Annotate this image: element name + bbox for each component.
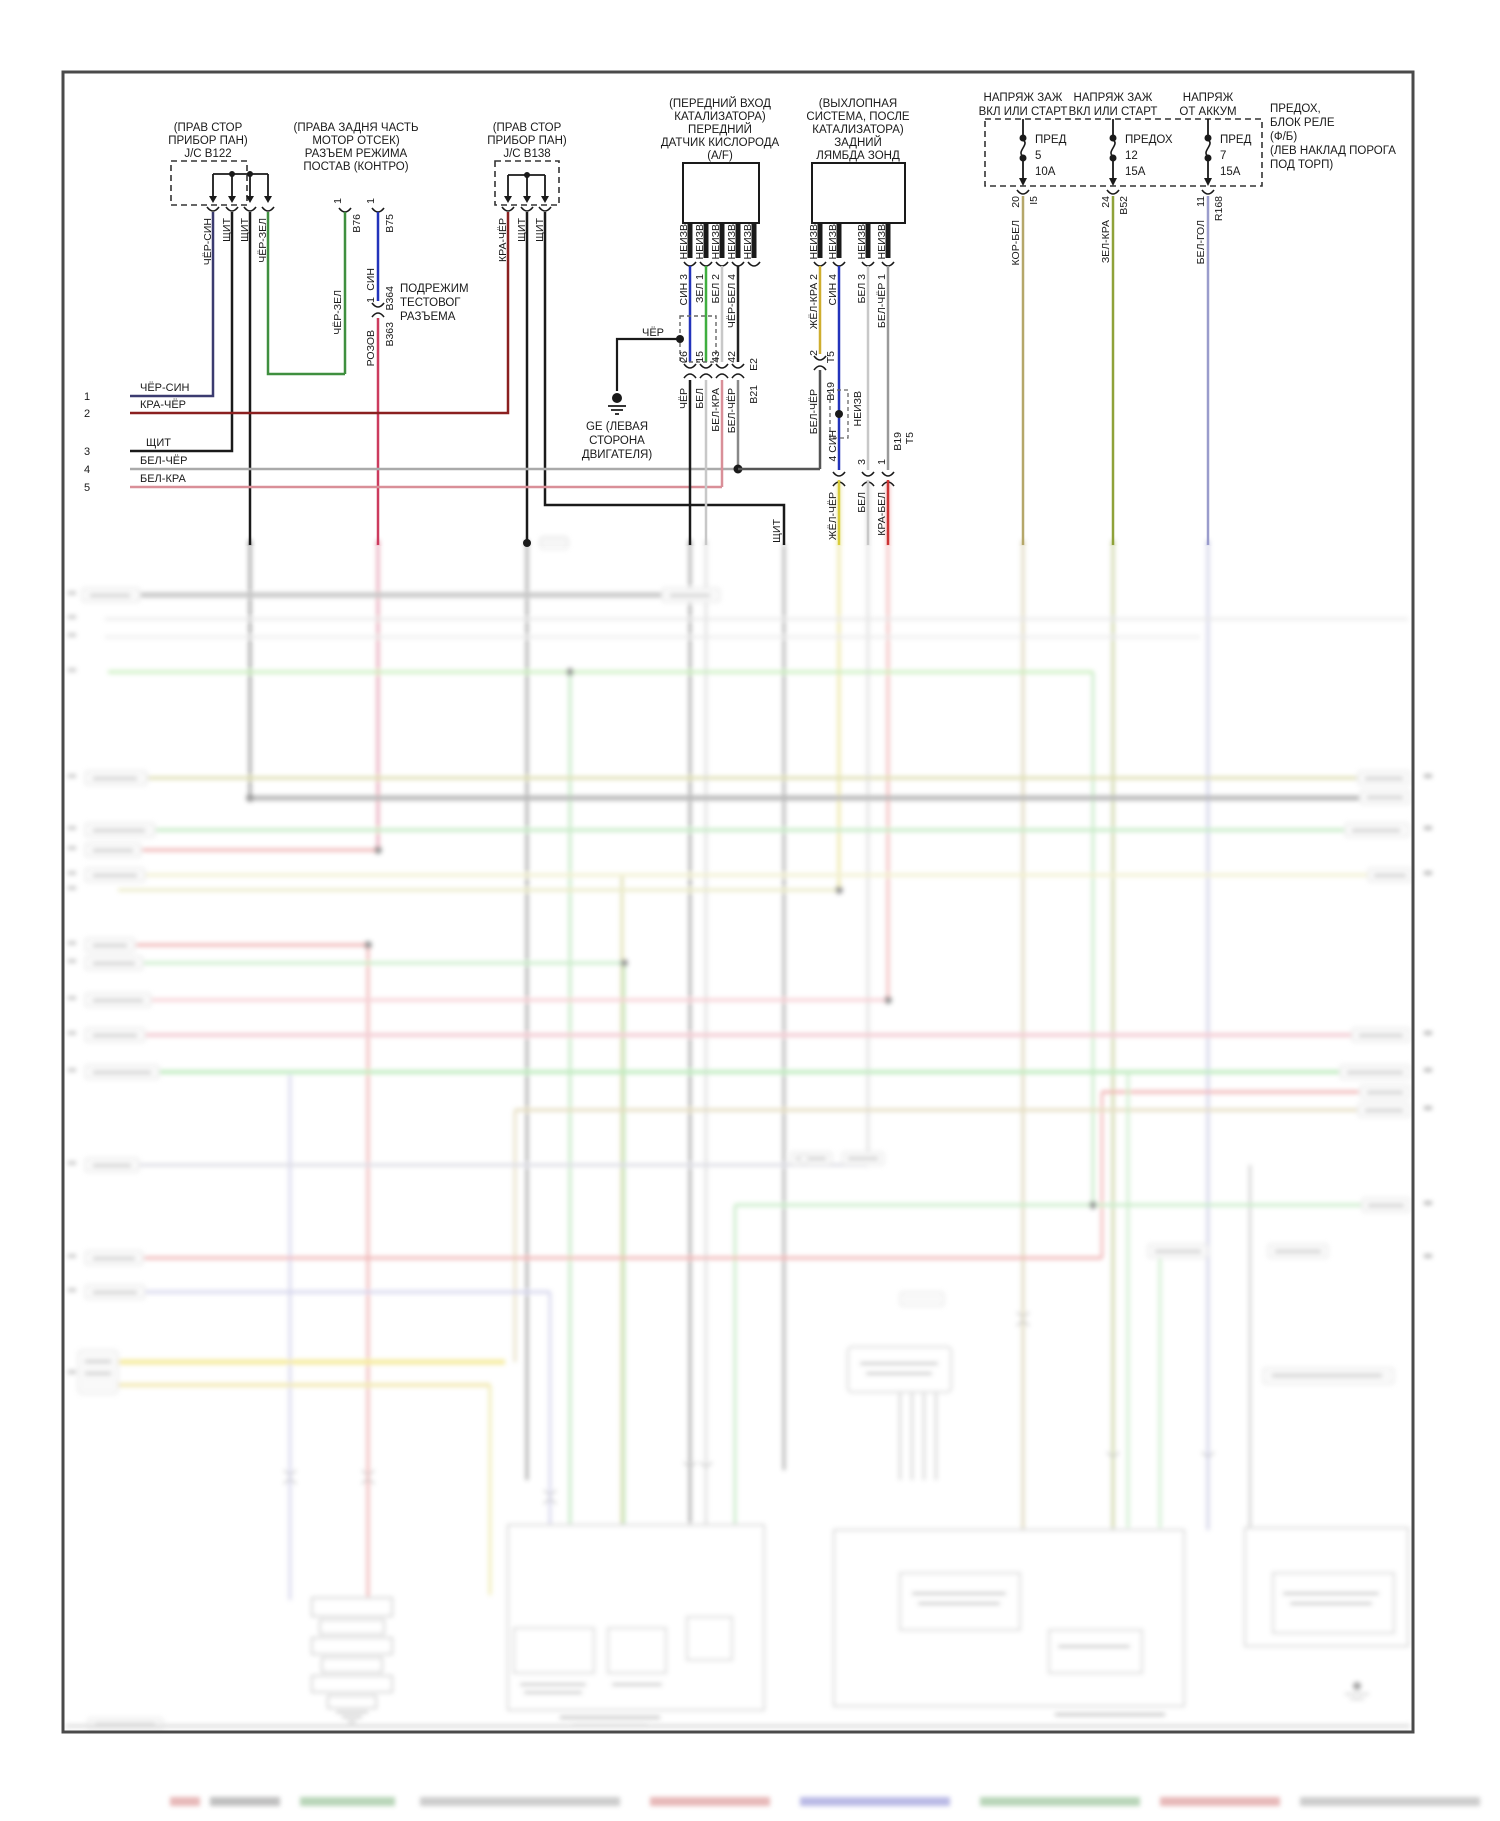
conn2-pin-sin: 4 СИН	[827, 430, 839, 462]
rear-pin-unknown: НЕИЗВ	[827, 224, 839, 260]
rear-title: СИСТЕМА, ПОСЛЕ	[806, 111, 910, 123]
ground-wire-label: ЧЁР	[641, 327, 665, 339]
af-title: (ПЕРЕДНИЙ ВХОД	[669, 98, 771, 110]
fuse2-amp-num: 12	[1125, 150, 1138, 162]
rear-below-label: ЖЁЛ-ЧЁР	[827, 492, 839, 541]
b19-id: В19	[825, 382, 837, 401]
row-2-number: 2	[83, 408, 91, 420]
fuse2-pin: 24	[1100, 196, 1112, 208]
af-below-label: БЕЛ-КРА	[710, 388, 722, 432]
b138-title: ПРИБОР ПАН)	[487, 135, 567, 147]
af-wire-label: ЧЁР-БЕЛ 4	[726, 274, 738, 329]
fuse3-conn-id: R168	[1213, 196, 1225, 222]
fuse2-wire-label: ЗЕЛ-КРА	[1100, 220, 1112, 264]
fuse1-conn-id: I5	[1028, 196, 1040, 205]
rear-title: КАТАЛИЗАТОРА)	[812, 124, 904, 136]
af-pin-unknown: НЕИЗВ	[710, 224, 722, 260]
af-wire-label: СИН 3	[678, 274, 690, 306]
rear-link-label: БЕЛ-ЧЁР	[808, 389, 820, 435]
fuse-box	[979, 92, 1397, 545]
rear-wire-label: ЖЁЛ-КРА 2	[808, 274, 820, 330]
b76-wire-label: ЧЁР-ЗЕЛ	[332, 290, 344, 335]
af-below-label: БЕЛ-ЧЁР	[726, 388, 738, 434]
fuse3-pin: 11	[1195, 196, 1207, 207]
af-wire-label: ЗЕЛ 1	[694, 274, 706, 303]
fuse-note-line: (Ф/Б)	[1270, 131, 1298, 143]
conn2-b19-id: В19	[892, 432, 904, 451]
wire-cher-sin	[130, 212, 213, 396]
ground-ge	[582, 327, 680, 461]
mode-note: РАЗЪЕМА	[400, 311, 456, 323]
b122-wire-label: ЩИТ	[221, 218, 233, 242]
mode-title: ПОСТАВ (КОНТРО)	[303, 161, 409, 173]
fuse-3	[1195, 119, 1252, 545]
mode-title: МОТОР ОТСЕК)	[312, 135, 400, 147]
b75-pin: 1	[365, 198, 377, 204]
fuse-1	[1010, 119, 1067, 545]
af-pin-unknown: НЕИЗВ	[726, 224, 738, 260]
af-conn-pin: 15	[694, 351, 706, 363]
ground-label: ДВИГАТЕЛЯ)	[581, 449, 653, 461]
af-conn-id-e2: E2	[748, 358, 760, 371]
conn2-pin: 1	[876, 459, 888, 465]
fuse-note-line: БЛОК РЕЛЕ	[1270, 117, 1335, 129]
blur-wash	[64, 546, 1412, 1730]
af-conn-pin: 42	[726, 351, 738, 363]
b364-pin: 1	[365, 297, 377, 303]
b122-wire-label: ЧЁР-СИН	[202, 218, 214, 266]
af-pin-unknown: НЕИЗВ	[678, 224, 690, 260]
b363-id: B363	[384, 322, 396, 347]
rear-pin-unknown: НЕИЗВ	[856, 224, 868, 260]
fuse1-head: ВКЛ ИЛИ СТАРТ	[978, 106, 1068, 118]
fuse1-label: ПРЕД	[1035, 134, 1067, 146]
fuse3-head: НАПРЯЖ	[1182, 92, 1234, 104]
mode-note: ТЕСТОВОГ	[400, 297, 461, 309]
rear-title: (ВЫХЛОПНАЯ	[818, 98, 898, 110]
mode-connector	[294, 122, 469, 545]
rear-title: ЛЯМБДА ЗОНД	[816, 150, 900, 162]
mode-note: ПОДРЕЖИМ	[400, 283, 469, 295]
b122-title: J/C B122	[184, 148, 232, 160]
rear-sensor-box	[812, 163, 905, 223]
ground-label: СТОРОНА	[589, 435, 645, 447]
b122-wire-label: ЧЁР-ЗЕЛ	[257, 218, 269, 263]
af-title: КАТАЛИЗАТОРА)	[674, 111, 766, 123]
fuse1-head: НАПРЯЖ ЗАЖ	[983, 92, 1063, 104]
af-sensor	[661, 97, 820, 545]
rear-wire-label: СИН 4	[827, 274, 839, 306]
af-pin-unknown: НЕИЗВ	[742, 224, 754, 260]
fuse3-head: ОТ АККУМ	[1179, 106, 1237, 118]
rear-pin-unknown: НЕИЗВ	[876, 224, 888, 260]
fuse1-wire-label: КОР-БЕЛ	[1010, 220, 1022, 266]
rear-title: ЗАДНИЙ	[834, 137, 882, 149]
rear-wire-label: БЕЛ 3	[856, 274, 868, 304]
b364-id: B364	[384, 286, 396, 311]
b75-id: B75	[384, 214, 396, 233]
af-below-label: БЕЛ	[694, 388, 706, 409]
af-pin-unknown: НЕИЗВ	[694, 224, 706, 260]
fuse3-amp: 15А	[1220, 166, 1241, 178]
fuse1-amp: 10А	[1035, 166, 1056, 178]
fuse2-label: ПРЕДОХ	[1125, 134, 1173, 146]
ground-symbol	[608, 406, 626, 414]
row-5-number: 5	[83, 482, 91, 494]
b75-wire-label: СИН	[365, 268, 377, 291]
row-2-label: КРА-ЧЁР	[140, 399, 187, 411]
row-4-number: 4	[83, 464, 91, 476]
af-below-label: ЧЁР	[678, 388, 690, 410]
af-title: (A/F)	[707, 150, 733, 162]
rear-lambda-sensor	[806, 98, 916, 545]
af-sensor-box	[683, 163, 759, 223]
conn2-pin: 3	[856, 459, 868, 465]
rear-below-label: БЕЛ	[856, 492, 868, 513]
b138-wire-label: КРА-ЧЁР	[497, 218, 509, 262]
rear-wire-label: БЕЛ-ЧЁР 1	[876, 274, 888, 329]
b138-wire-label: ЩИТ	[534, 218, 546, 242]
af-title: ДАТЧИК КИСЛОРОДА	[660, 137, 780, 149]
t5-pin: 2	[808, 350, 820, 356]
b76-pin: 1	[332, 198, 344, 204]
b122-wire-label: ЩИТ	[239, 218, 251, 242]
wire-shield-1	[130, 212, 232, 451]
mode-title: (ПРАВА ЗАДНЯ ЧАСТЬ	[293, 122, 419, 134]
row-1-label: ЧЁР-СИН	[140, 382, 190, 394]
b76-id: B76	[351, 214, 363, 233]
fuse1-pin: 20	[1010, 196, 1022, 208]
b122-title: ПРИБОР ПАН)	[168, 135, 248, 147]
fuse3-wire-label: БЕЛ-ГОЛ	[1195, 220, 1207, 265]
row-5-label: БЕЛ-КРА	[140, 473, 186, 485]
fuse2-head: НАПРЯЖ ЗАЖ	[1073, 92, 1153, 104]
mode-title: РАЗЪЕМ РЕЖИМА	[304, 148, 408, 160]
b122-box	[171, 161, 247, 205]
b122-title: (ПРАВ СТОР	[173, 122, 243, 134]
af-title: ПЕРЕДНИЙ	[688, 124, 752, 136]
af-conn-pin: 26	[678, 351, 690, 363]
rozov-wire-label: РОЗОВ	[365, 330, 377, 367]
rear-pin-unknown: НЕИЗВ	[808, 224, 820, 260]
af-conn-pin: 43	[710, 351, 722, 363]
b138-wire-label: ЩИТ	[516, 218, 528, 242]
row-4-label: БЕЛ-ЧЁР	[140, 455, 188, 467]
conn2-t5-id: Т5	[904, 432, 916, 445]
fuse2-amp: 15А	[1125, 166, 1146, 178]
fuse-note-line: ПРЕДОХ,	[1270, 103, 1321, 115]
fuse3-label: ПРЕД	[1220, 134, 1252, 146]
fuse-note-line: ПОД ТОРП)	[1270, 159, 1334, 171]
fuse-note-line: (ЛЕВ НАКЛАД ПОРОГА	[1270, 145, 1396, 157]
fuse3-amp-num: 7	[1220, 150, 1227, 162]
af-wire-label: БЕЛ 2	[710, 274, 722, 304]
fuse2-conn-id: B52	[1118, 196, 1130, 215]
blurred-bottom-caption	[170, 1797, 1480, 1806]
af-conn-id-b21: B21	[748, 385, 760, 404]
fuse2-head: ВКЛ ИЛИ СТАРТ	[1068, 106, 1158, 118]
b138-title: (ПРАВ СТОР	[492, 122, 562, 134]
shield-route-label: ЩИТ	[771, 519, 783, 543]
row-1-number: 1	[83, 391, 91, 403]
row-3-label: ЩИТ	[146, 437, 171, 449]
ground-dot	[612, 393, 622, 403]
t5-id: Т5	[825, 351, 837, 364]
rear-below-label: КРА-БЕЛ	[876, 492, 888, 536]
b138-title: J/C B138	[503, 148, 551, 160]
fuse1-amp-num: 5	[1035, 150, 1042, 162]
fuse-box-note	[1270, 103, 1396, 171]
row-3-number: 3	[83, 446, 91, 458]
fuse-2	[1100, 119, 1173, 545]
ground-label: GE (ЛЕВАЯ	[585, 421, 649, 433]
rear-shield-label: НЕИЗВ	[852, 391, 864, 427]
